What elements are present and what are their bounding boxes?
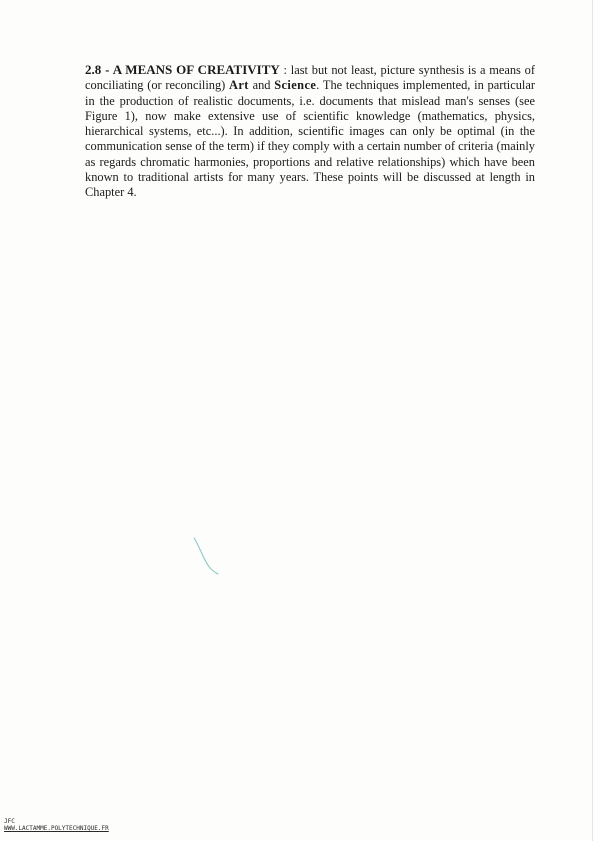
section-paragraph xyxy=(85,62,535,201)
footer-stamp-url: WWW.LACTAMME.POLYTECHNIQUE.FR xyxy=(4,825,109,832)
footer-stamp xyxy=(4,818,109,832)
section-heading: 2.8 - A MEANS OF CREATIVITY xyxy=(85,62,280,77)
footer-stamp-initials: JFC xyxy=(4,818,15,825)
paragraph-text-part-3: . The techniques implemented, in particular in the production of realistic documents, i.e. documents that mislead man's senses (see Figure 1), now make extensive use of scientific knowledge (mathematics, physics, hierarchical systems, etc...). In addition, scientific images can only be optimal (in the communication sense of the term) if they comply with a certain number of criteria (mainly as regards chromatic harmonies, proportions and relative relationships) which have been known to traditional artists for many years. These points will be discussed at length in Chapter 4. xyxy=(85,78,535,200)
paragraph-text-part-2: and xyxy=(248,78,275,93)
stray-pen-mark xyxy=(190,536,230,578)
term-art: Art xyxy=(229,78,249,93)
paragraph-text-part-1: : last but not least, picture synthesis is a means of conciliating (or reconciling) xyxy=(85,63,535,93)
scan-edge-line xyxy=(592,0,593,841)
term-science: Science xyxy=(274,78,317,93)
